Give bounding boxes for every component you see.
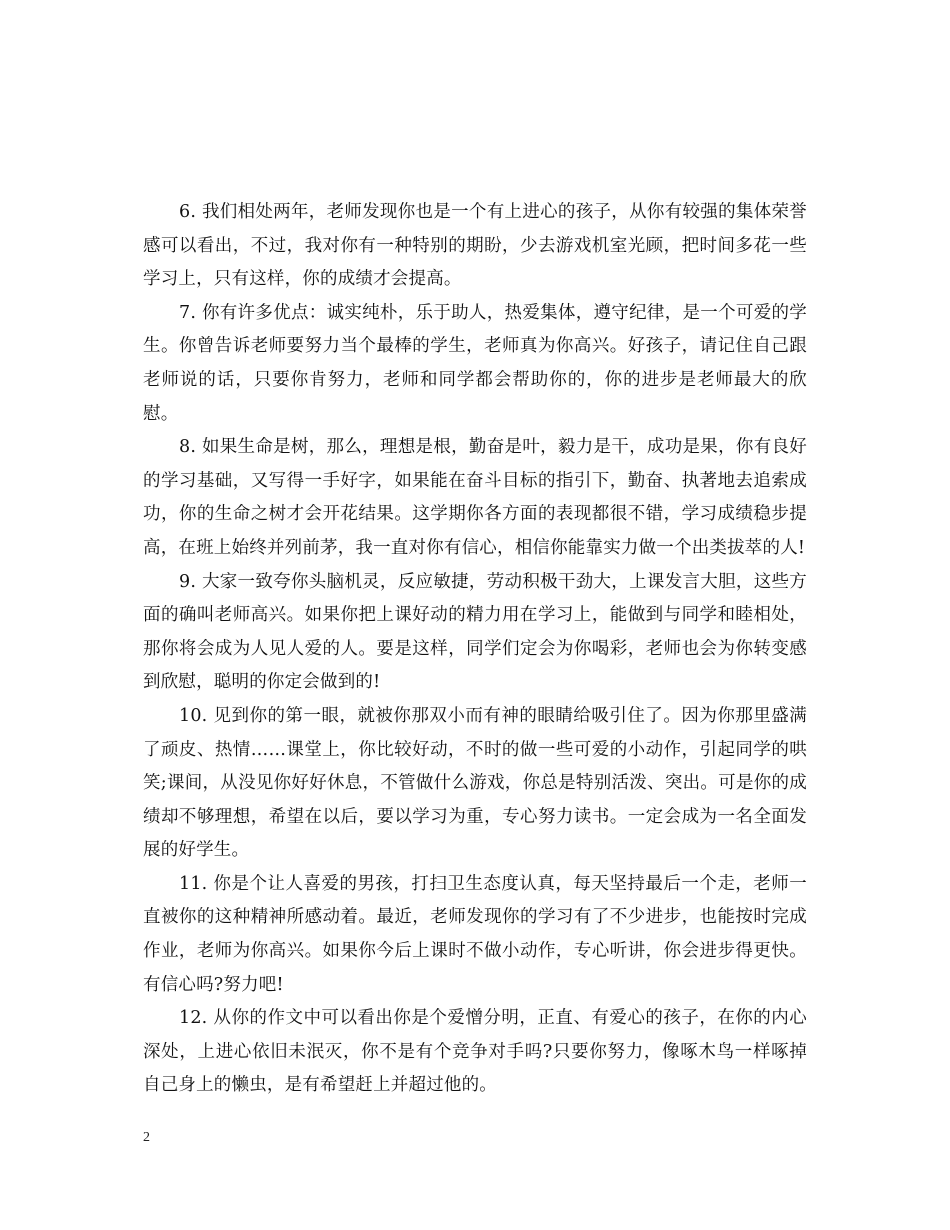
comment-paragraph-12: 12. 从你的作文中可以看出你是个爱憎分明，正直、有爱心的孩子，在你的内心深处，上进心依旧未泯灭，你不是有个竞争对手吗?只要你努力，像啄木鸟一样啄掉自己身上的懒虫，是有希望赶上并超过他的。 — [143, 1008, 807, 1096]
page-number: 2 — [143, 1130, 150, 1145]
comment-paragraph-8: 8. 如果生命是树，那么，理想是根，勤奋是叶，毅力是干，成功是果，你有良好的学习基础，又写得一手好字，如果能在奋斗目标的指引下，勤奋、执著地去追索成功，你的生命之树才会开花结果。这学期你各方面的表现都很不错，学习成绩稳步提高，在班上始终并列前茅，我一直对你有信心，相信你能靠实力做一个出类拔萃的人! — [143, 437, 807, 558]
comment-paragraph-6: 6. 我们相处两年，老师发现你也是一个有上进心的孩子，从你有较强的集体荣誉感可以看出，不过，我对你有一种特别的期盼，少去游戏机室光顾，把时间多花一些学习上，只有这样，你的成绩才会提高。 — [143, 202, 807, 290]
comment-paragraph-7: 7. 你有许多优点：诚实纯朴，乐于助人，热爱集体，遵守纪律，是一个可爱的学生。你曾告诉老师要努力当个最棒的学生，老师真为你高兴。好孩子，请记住自己跟老师说的话，只要你肯努力，老师和同学都会帮助你的，你的进步是老师最大的欣慰。 — [143, 302, 807, 424]
comment-paragraph-9: 9. 大家一致夸你头脑机灵，反应敏捷，劳动积极干劲大，上课发言大胆，这些方面的确叫老师高兴。如果你把上课好动的精力用在学习上，能做到与同学和睦相处，那你将会成为人见人爱的人。要是这样，同学们定会为你喝彩，老师也会为你转变感到欣慰，聪明的你定会做到的! — [143, 571, 807, 693]
comment-paragraph-10: 10. 见到你的第一眼，就被你那双小而有神的眼睛给吸引住了。因为你那里盛满了顽皮、热情……课堂上，你比较好动，不时的做一些可爱的小动作，引起同学的哄笑;课间，从没见你好好休息，不管做什么游戏，你总是特别活泼、突出。可是你的成绩却不够理想，希望在以后，要以学习为重，专心努力读书。一定会成为一名全面发展的好学生。 — [143, 705, 807, 861]
comment-paragraph-11: 11. 你是个让人喜爱的男孩，打扫卫生态度认真，每天坚持最后一个走，老师一直被你的这种精神所感动着。最近，老师发现你的学习有了不少进步，也能按时完成作业，老师为你高兴。如果你今后上课时不做小动作，专心听讲，你会进步得更快。有信心吗?努力吧! — [143, 873, 807, 995]
document-body — [143, 196, 807, 1103]
